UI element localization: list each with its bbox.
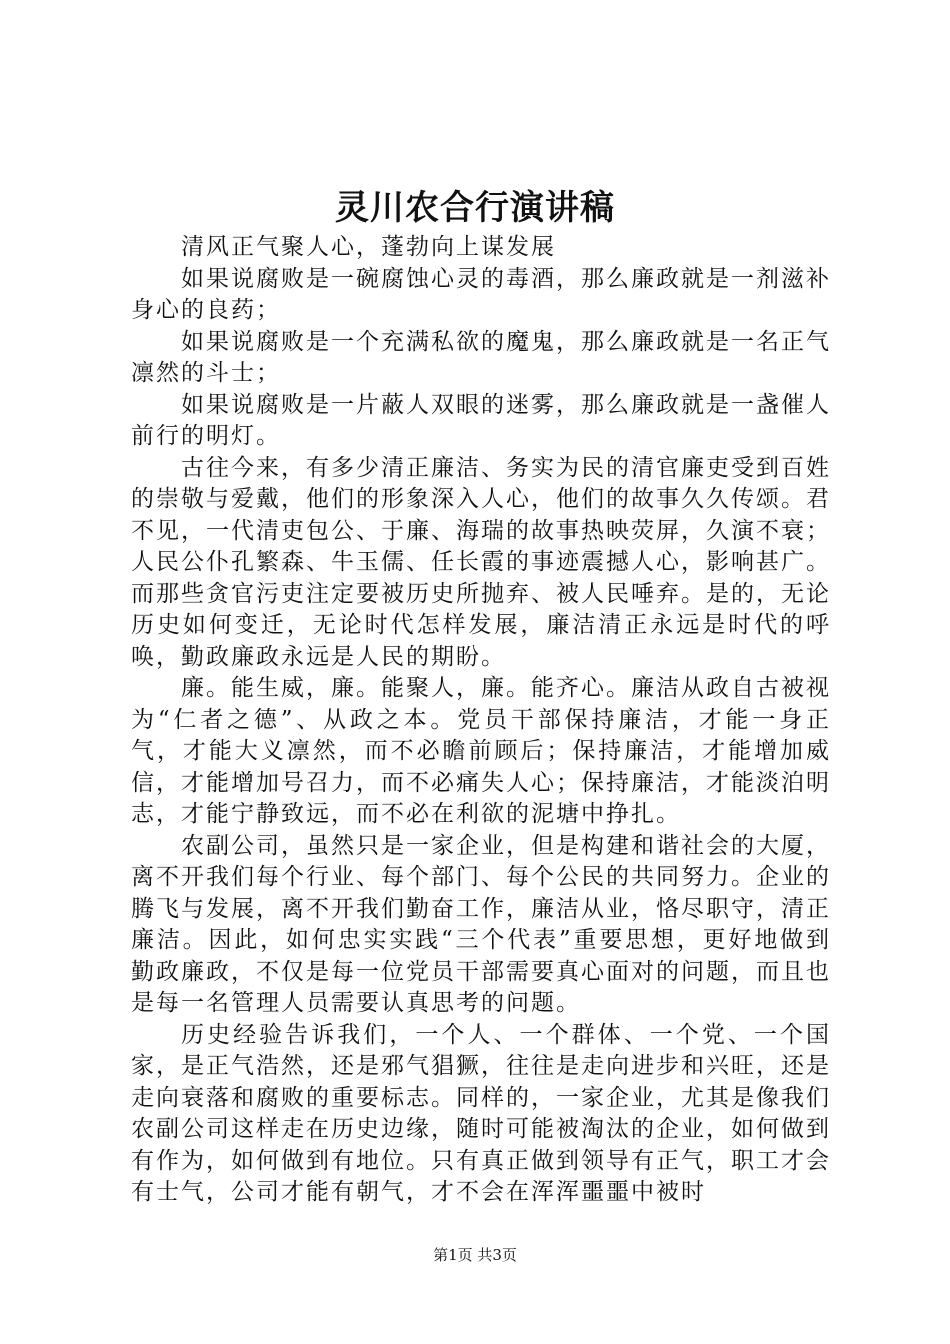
paragraph: 如果说腐败是一碗腐蚀心灵的毒酒，那么廉政就是一剂滋补身心的良药； bbox=[131, 265, 831, 323]
paragraph: 如果说腐败是一个充满私欲的魔鬼，那么廉政就是一名正气凛然的斗士； bbox=[131, 328, 831, 386]
paragraph-subtitle: 清风正气聚人心，蓬勃向上谋发展 bbox=[181, 234, 556, 260]
page-footer: 第1页 共3页 bbox=[433, 1246, 517, 1264]
paragraph: 如果说腐败是一片蔽人双眼的迷雾，那么廉政就是一盏催人前行的明灯。 bbox=[131, 391, 831, 449]
paragraph: 历史经验告诉我们，一个人、一个群体、一个党、一个国家，是正气浩然，还是邪气猖獗，往往是走向进步和兴旺，还是走向衰落和腐败的重要标志。同样的，一家企业，尤其是像我们农副公司这样走在历史边缘，随时可能被淘汰的企业，如何做到有作为，如何做到有地位。只有真正做到领导有正气，职工才会有士气，公司才能有朝气，才不会在浑浑噩噩中被时 bbox=[131, 1021, 831, 1205]
document-body bbox=[131, 232, 831, 1209]
paragraph: 古往今来，有多少清正廉洁、务实为民的清官廉吏受到百姓的崇敬与爱戴，他们的形象深入人心，他们的故事久久传颂。君不见，一代清吏包公、于廉、海瑞的故事热映荧屏，久演不衰；人民公仆孔繁森、牛玉儒、任长霞的事迹震撼人心，影响甚广。而那些贪官污吏注定要被历史所抛弃、被人民唾弃。是的，无论历史如何变迁，无论时代怎样发展，廉洁清正永远是时代的呼唤，勤政廉政永远是人民的期盼。 bbox=[131, 454, 831, 670]
paragraph: 廉。能生威，廉。能聚人，廉。能齐心。廉洁从政自古被视为“仁者之德”、从政之本。党员干部保持廉洁，才能一身正气，才能大义凛然，而不必瞻前顾后；保持廉洁，才能增加威信，才能增加号召力，而不必痛失人心；保持廉洁，才能淡泊明志，才能宁静致远，而不必在利欲的泥塘中挣扎。 bbox=[131, 675, 831, 827]
paragraph: 农副公司，虽然只是一家企业，但是构建和谐社会的大厦，离不开我们每个行业、每个部门、每个公民的共同努力。企业的腾飞与发展，离不开我们勤奋工作，廉洁从业，恪尽职守，清正廉洁。因此，如何忠实实践“三个代表”重要思想，更好地做到勤政廉政，不仅是每一位党员干部需要真心面对的问题，而且也是每一名管理人员需要认真思考的问题。 bbox=[131, 832, 831, 1016]
document-title: 灵川农合行演讲稿 bbox=[335, 188, 615, 228]
